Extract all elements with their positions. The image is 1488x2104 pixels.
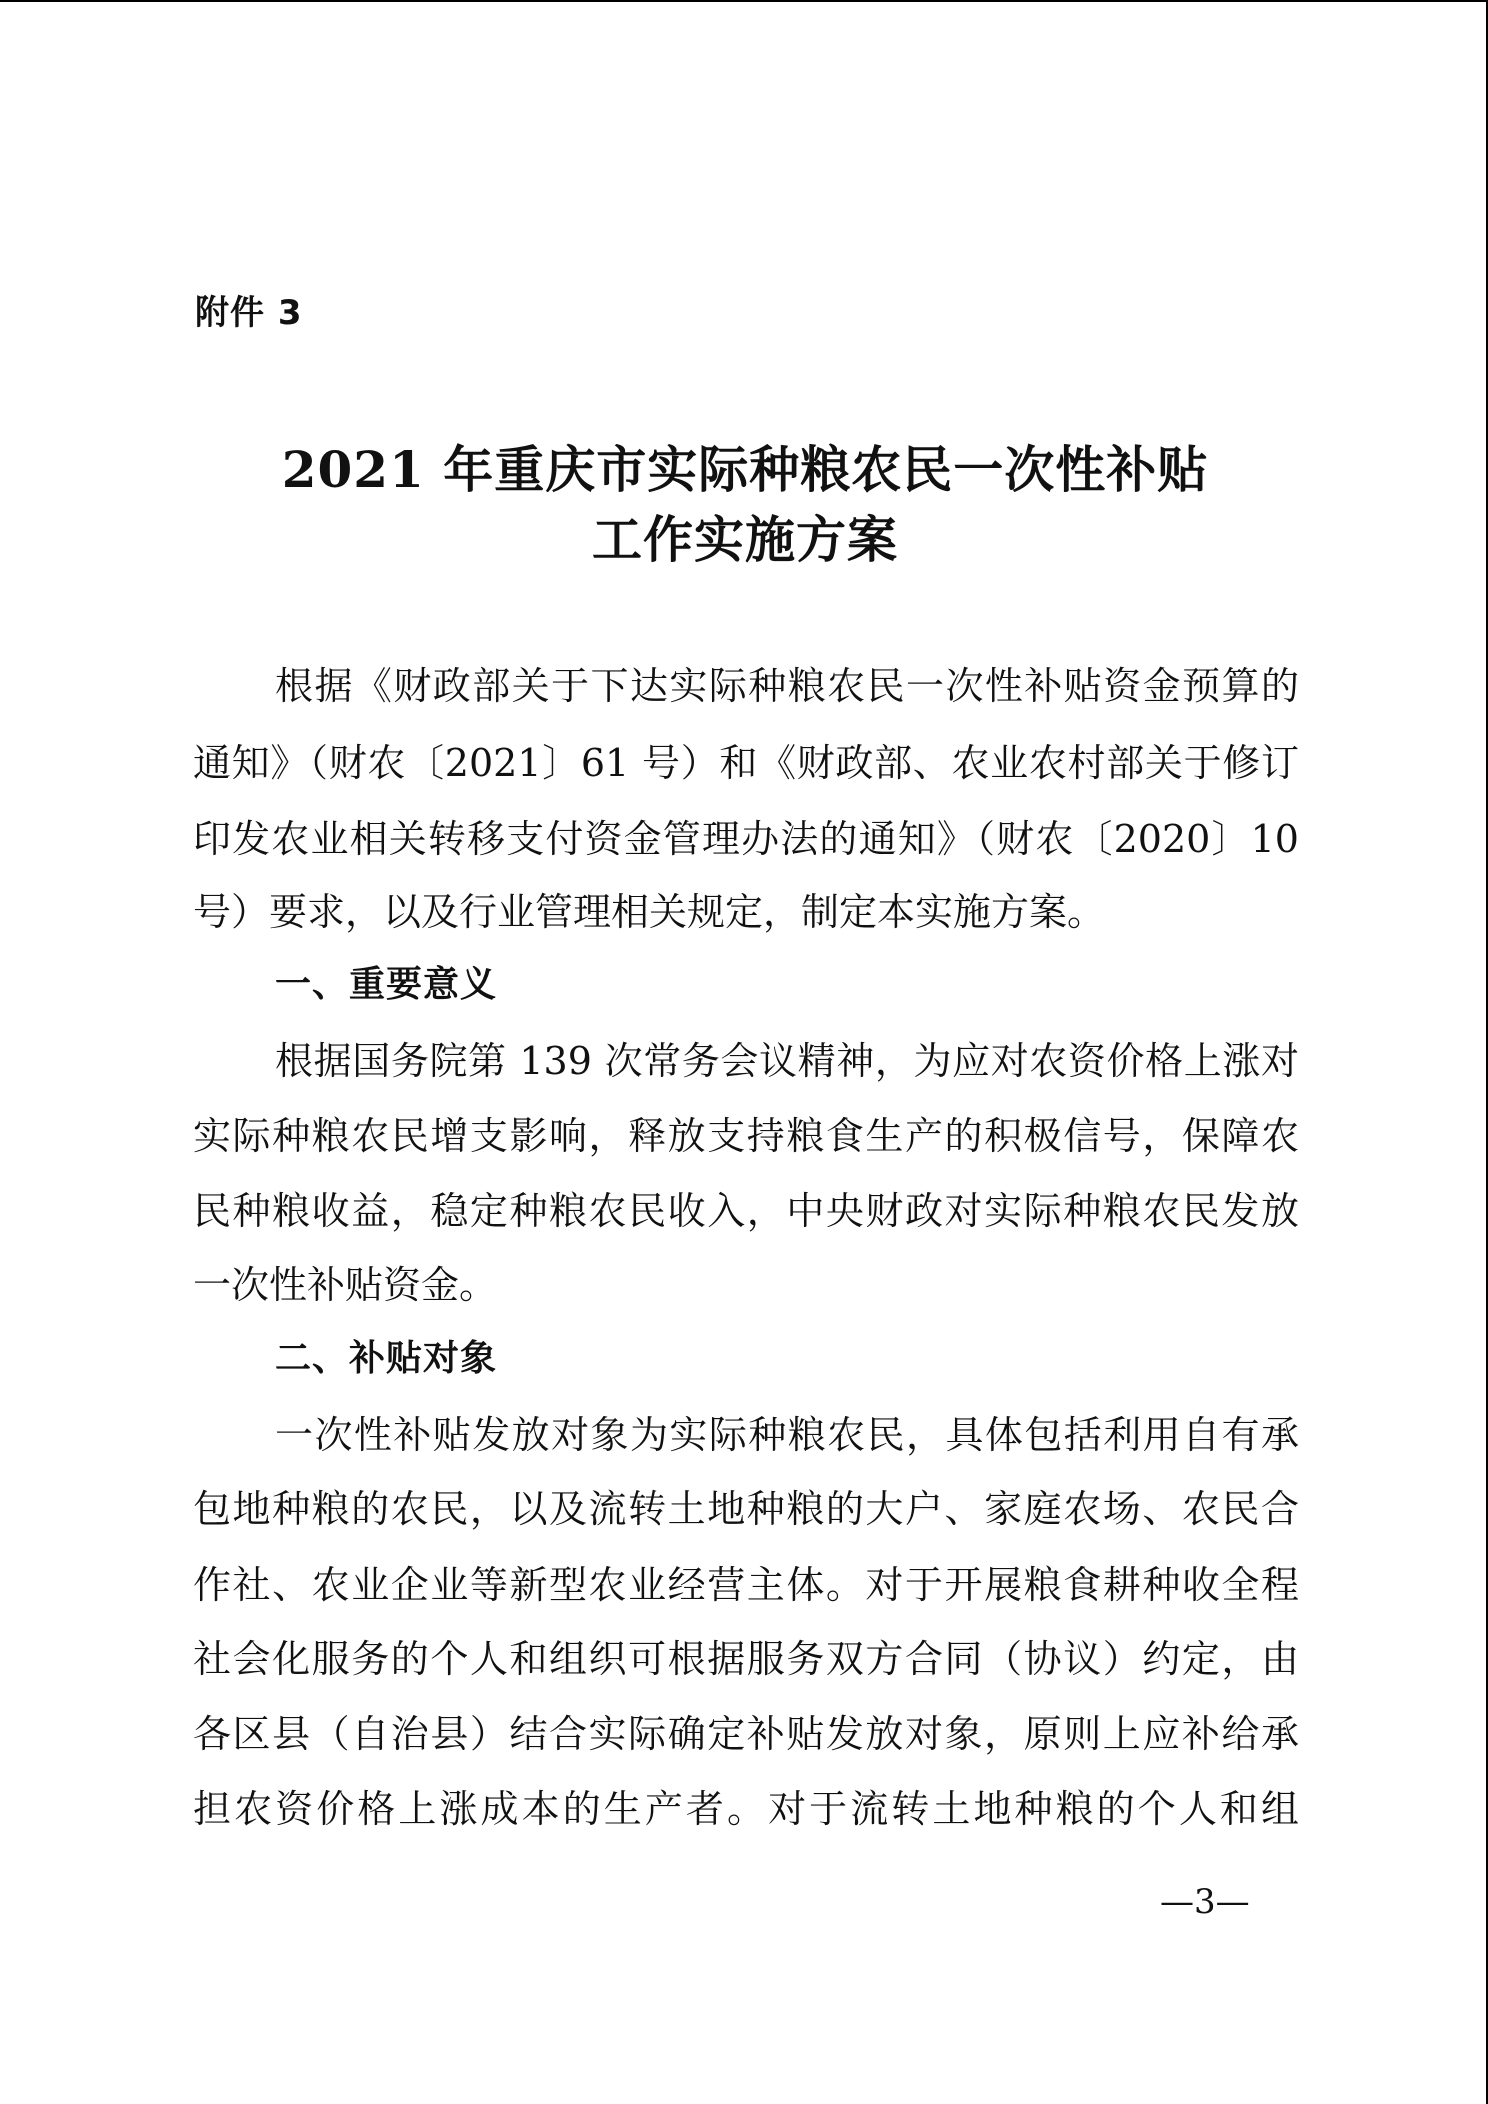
section1-line: 一次性补贴资金。	[193, 1263, 498, 1307]
section2-line: 各区县（自治县）结合实际确定补贴发放对象，原则上应补给承	[193, 1712, 1299, 1756]
intro-line: 根据《财政部关于下达实际种粮农民一次性补贴资金预算的	[275, 664, 1299, 708]
section1-line: 民种粮收益，稳定种粮农民收入，中央财政对实际种粮农民发放	[193, 1189, 1299, 1233]
page-number: —3—	[1160, 1882, 1250, 1922]
section2-line: 社会化服务的个人和组织可根据服务双方合同（协议）约定，由	[193, 1637, 1299, 1681]
document-title-line-1: 2021 年重庆市实际种粮农民一次性补贴	[281, 440, 1209, 499]
section2-line: 作社、农业企业等新型农业经营主体。对于开展粮食耕种收全程	[193, 1563, 1299, 1607]
page-border-top	[0, 0, 1488, 2]
section1-line: 实际种粮农民增支影响，释放支持粮食生产的积极信号，保障农	[193, 1114, 1299, 1158]
attachment-label: 附件 3	[195, 293, 303, 333]
section2-line: 一次性补贴发放对象为实际种粮农民，具体包括利用自有承	[275, 1413, 1299, 1457]
intro-line: 通知》（财农〔2021〕61 号）和《财政部、农业农村部关于修订	[193, 741, 1299, 785]
intro-line: 号）要求，以及行业管理相关规定，制定本实施方案。	[193, 890, 1106, 934]
section2-line: 包地种粮的农民，以及流转土地种粮的大户、家庭农场、农民合	[193, 1487, 1299, 1531]
section-heading-significance: 一、重要意义	[275, 964, 498, 1005]
intro-line: 印发农业相关转移支付资金管理办法的通知》（财农〔2020〕10	[193, 817, 1299, 861]
section2-line: 担农资价格上涨成本的生产者。对于流转土地种粮的个人和组	[193, 1787, 1299, 1831]
section-heading-subsidy-target: 二、补贴对象	[275, 1338, 498, 1379]
document-title-line-2: 工作实施方案	[592, 510, 898, 569]
section1-line: 根据国务院第 139 次常务会议精神，为应对农资价格上涨对	[275, 1039, 1299, 1083]
